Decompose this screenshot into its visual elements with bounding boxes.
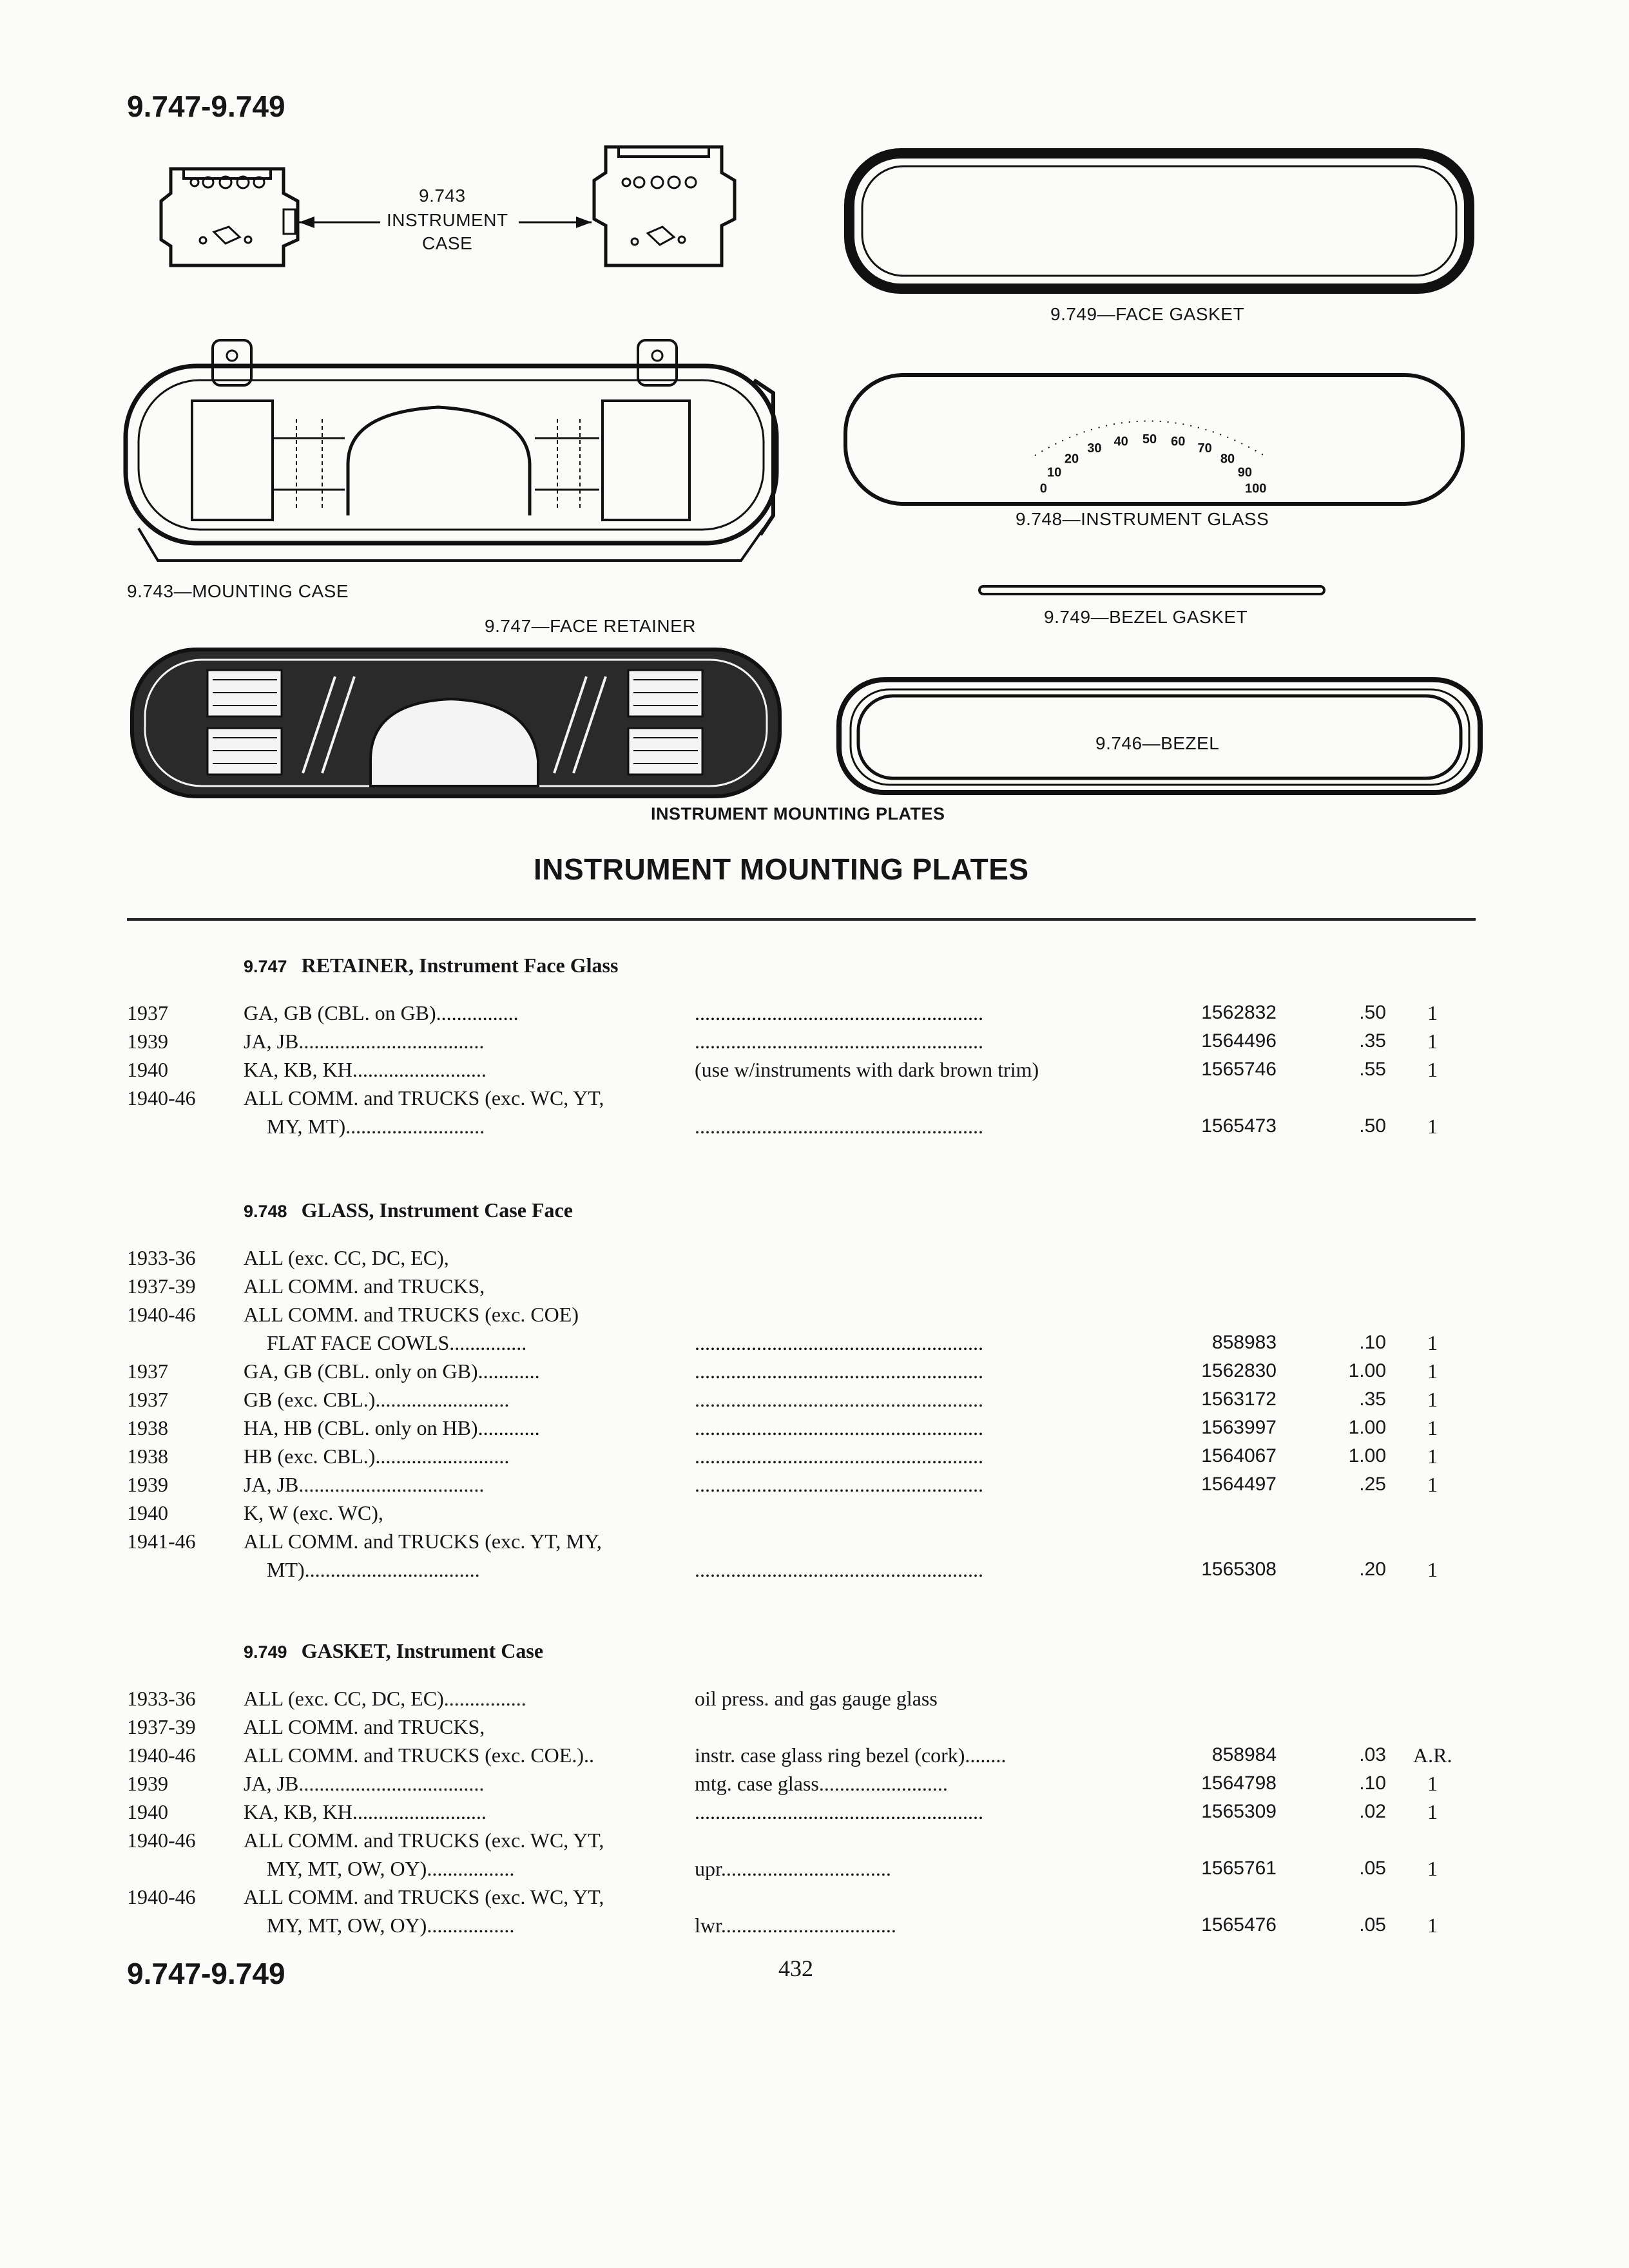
year-cell: 1940 <box>127 1501 168 1524</box>
price-cell: .02 <box>1359 1801 1386 1822</box>
quantity-cell: 1 <box>1427 1030 1438 1053</box>
table-row <box>0 1740 1629 1771</box>
glass-speed-number: 0 <box>1039 481 1047 496</box>
price-cell: .05 <box>1359 1858 1386 1879</box>
label-case-text2: CASE <box>422 233 473 253</box>
part-number-cell: 1563172 <box>1201 1389 1277 1410</box>
quantity-cell: 1 <box>1427 1445 1438 1468</box>
parts-illustration <box>0 0 1629 850</box>
part-number-cell: 1565308 <box>1201 1559 1277 1580</box>
year-cell: 1939 <box>127 1030 168 1053</box>
note-cell: upr................................. <box>695 1857 891 1880</box>
quantity-cell: 1 <box>1427 1857 1438 1880</box>
year-cell: 1941-46 <box>127 1530 196 1553</box>
table-row <box>0 1441 1629 1472</box>
part-number-cell: 858983 <box>1211 1332 1277 1353</box>
quantity-cell: 1 <box>1427 1360 1438 1383</box>
quantity-cell: 1 <box>1427 1388 1438 1411</box>
price-cell: 1.00 <box>1348 1360 1386 1381</box>
model-cell: ALL COMM. and TRUCKS (exc. WC, YT, <box>244 1829 604 1852</box>
glass-speed-number: 10 <box>1046 465 1062 480</box>
model-cell: GA, GB (CBL. on GB)................ <box>244 1001 519 1024</box>
label-face-gasket: 9.749—FACE GASKET <box>1050 304 1245 324</box>
model-cell: ALL COMM. and TRUCKS (exc. COE.).. <box>244 1744 594 1767</box>
note-cell: ........................................................ <box>695 1800 983 1823</box>
part-number-cell: 1565473 <box>1201 1115 1277 1137</box>
year-cell: 1937-39 <box>127 1715 196 1738</box>
price-cell: .35 <box>1359 1030 1386 1052</box>
model-cell: GB (exc. CBL.).......................... <box>244 1388 510 1411</box>
model-cell: HB (exc. CBL.).......................... <box>244 1445 510 1468</box>
label-face-retainer: 9.747—FACE RETAINER <box>485 616 696 636</box>
glass-speed-number: 70 <box>1197 441 1212 456</box>
quantity-cell: A.R. <box>1413 1744 1452 1767</box>
year-cell: 1937 <box>127 1001 168 1024</box>
note-cell: ........................................................ <box>695 1388 983 1411</box>
table-row <box>0 1526 1629 1557</box>
price-cell: .50 <box>1359 1002 1386 1023</box>
note-cell: oil press. and gas gauge glass <box>695 1687 938 1710</box>
table-row <box>0 1768 1629 1799</box>
model-cell: MY, MT)........................... <box>267 1115 485 1138</box>
model-cell: JA, JB.................................... <box>244 1772 485 1795</box>
part-number-cell: 1565761 <box>1201 1858 1277 1879</box>
label-instrument-glass: 9.748—INSTRUMENT GLASS <box>1016 509 1269 529</box>
glass-speed-number: 60 <box>1171 434 1186 449</box>
part-number-cell: 1564496 <box>1201 1030 1277 1052</box>
glass-speed-number: 50 <box>1142 432 1157 447</box>
note-cell: ........................................................ <box>695 1445 983 1468</box>
year-cell: 1940-46 <box>127 1885 196 1908</box>
model-cell: FLAT FACE COWLS............... <box>267 1331 527 1354</box>
table-row <box>0 1299 1629 1330</box>
face-gasket-drawing <box>849 153 1469 289</box>
label-mounting-case: 9.743—MOUNTING CASE <box>127 581 349 601</box>
section-heading: RETAINER, Instrument Face Glass <box>301 954 619 977</box>
note-cell: ........................................................ <box>695 1001 983 1024</box>
model-cell: JA, JB.................................... <box>244 1030 485 1053</box>
quantity-cell: 1 <box>1427 1115 1438 1138</box>
price-cell: .03 <box>1359 1744 1386 1765</box>
model-cell: ALL COMM. and TRUCKS (exc. COE) <box>244 1303 579 1326</box>
part-number-cell: 1564798 <box>1201 1773 1277 1794</box>
model-cell: ALL (exc. CC, DC, EC), <box>244 1246 449 1269</box>
year-cell: 1933-36 <box>127 1246 196 1269</box>
model-cell: ALL COMM. and TRUCKS, <box>244 1274 485 1298</box>
quantity-cell: 1 <box>1427 1772 1438 1795</box>
quantity-cell: 1 <box>1427 1001 1438 1024</box>
part-number-cell: 1565746 <box>1201 1059 1277 1080</box>
glass-speed-number: 80 <box>1220 452 1235 466</box>
price-cell: .25 <box>1359 1474 1386 1495</box>
price-cell: .50 <box>1359 1115 1386 1137</box>
note-cell: (use w/instruments with dark brown trim) <box>695 1058 1039 1081</box>
label-bezel: 9.746—BEZEL <box>1095 733 1220 753</box>
year-cell: 1937 <box>127 1360 168 1383</box>
model-cell: MY, MT, OW, OY)................. <box>267 1914 515 1937</box>
label-mounting-plates: INSTRUMENT MOUNTING PLATES <box>651 804 945 823</box>
section-title <box>244 1639 543 1663</box>
note-cell: ........................................................ <box>695 1331 983 1354</box>
label-case-num: 9.743 <box>419 186 466 206</box>
table-row <box>0 1497 1629 1528</box>
quantity-cell: 1 <box>1427 1058 1438 1081</box>
year-cell: 1938 <box>127 1445 168 1468</box>
model-cell: ALL (exc. CC, DC, EC)................ <box>244 1687 526 1710</box>
table-row <box>0 1796 1629 1827</box>
mounting-case-drawing <box>126 340 776 561</box>
table-row <box>0 1412 1629 1443</box>
instrument-case-right-drawing <box>594 147 735 265</box>
model-cell: KA, KB, KH.......................... <box>244 1800 487 1823</box>
table-row <box>0 1082 1629 1113</box>
model-cell: GA, GB (CBL. only on GB)............ <box>244 1360 540 1383</box>
quantity-cell: 1 <box>1427 1914 1438 1937</box>
year-cell: 1940-46 <box>127 1744 196 1767</box>
price-cell: .05 <box>1359 1914 1386 1936</box>
label-case-text1: INSTRUMENT <box>387 210 508 230</box>
page-title: INSTRUMENT MOUNTING PLATES <box>534 852 1029 886</box>
table-row <box>0 1881 1629 1912</box>
section-heading: GLASS, Instrument Case Face <box>301 1198 573 1222</box>
part-number-cell: 858984 <box>1211 1744 1277 1765</box>
quantity-cell: 1 <box>1427 1800 1438 1823</box>
section-number: 9.749 <box>244 1642 287 1662</box>
note-cell: ........................................................ <box>695 1115 983 1138</box>
part-number-cell: 1564497 <box>1201 1474 1277 1495</box>
model-cell: ALL COMM. and TRUCKS (exc. YT, MY, <box>244 1530 602 1553</box>
year-cell: 1939 <box>127 1772 168 1795</box>
model-cell: JA, JB.................................... <box>244 1473 485 1496</box>
table-row <box>0 1242 1629 1273</box>
year-cell: 1939 <box>127 1473 168 1496</box>
price-cell: .35 <box>1359 1389 1386 1410</box>
year-cell: 1933-36 <box>127 1687 196 1710</box>
table-row <box>0 1327 1629 1358</box>
section-heading: GASKET, Instrument Case <box>301 1639 544 1662</box>
bezel-gasket-drawing <box>979 586 1324 594</box>
table-row <box>0 997 1629 1028</box>
title-rule <box>127 918 1476 921</box>
note-cell: ........................................................ <box>695 1030 983 1053</box>
page-code-top: 9.747-9.749 <box>127 90 285 123</box>
year-cell: 1940-46 <box>127 1086 196 1110</box>
glass-speed-number: 20 <box>1064 452 1079 466</box>
table-row <box>0 1711 1629 1742</box>
table-row <box>0 1356 1629 1387</box>
glass-speed-number: 30 <box>1087 441 1102 456</box>
note-cell: ........................................................ <box>695 1473 983 1496</box>
model-cell: MT).................................. <box>267 1558 480 1581</box>
year-cell: 1940-46 <box>127 1829 196 1852</box>
model-cell: ALL COMM. and TRUCKS, <box>244 1715 485 1738</box>
quantity-cell: 1 <box>1427 1416 1438 1439</box>
table-row <box>0 1910 1629 1941</box>
table-row <box>0 1271 1629 1302</box>
table-row <box>0 1554 1629 1585</box>
table-row <box>0 1683 1629 1714</box>
section-number: 9.747 <box>244 957 287 976</box>
price-cell: .20 <box>1359 1559 1386 1580</box>
price-cell: .55 <box>1359 1059 1386 1080</box>
table-row <box>0 1054 1629 1085</box>
note-cell: lwr.................................. <box>695 1914 896 1937</box>
year-cell: 1938 <box>127 1416 168 1439</box>
part-number-cell: 1562832 <box>1201 1002 1277 1023</box>
part-number-cell: 1564067 <box>1201 1445 1277 1466</box>
table-row <box>0 1853 1629 1884</box>
table-row <box>0 1111 1629 1142</box>
note-cell: ........................................................ <box>695 1360 983 1383</box>
instrument-case-left-drawing <box>161 169 298 265</box>
year-cell: 1940 <box>127 1058 168 1081</box>
table-row <box>0 1469 1629 1500</box>
part-number-cell: 1565309 <box>1201 1801 1277 1822</box>
note-cell: instr. case glass ring bezel (cork)........ <box>695 1744 1007 1767</box>
price-cell: .10 <box>1359 1332 1386 1353</box>
year-cell: 1940 <box>127 1800 168 1823</box>
note-cell: ........................................................ <box>695 1416 983 1439</box>
model-cell: K, W (exc. WC), <box>244 1501 383 1524</box>
glass-speed-number: 90 <box>1237 465 1253 480</box>
part-number-cell: 1565476 <box>1201 1914 1277 1936</box>
part-number-cell: 1563997 <box>1201 1417 1277 1438</box>
quantity-cell: 1 <box>1427 1558 1438 1581</box>
page-number: 432 <box>778 1956 813 1981</box>
section-title <box>244 954 618 977</box>
price-cell: 1.00 <box>1348 1417 1386 1438</box>
quantity-cell: 1 <box>1427 1331 1438 1354</box>
note-cell: ........................................................ <box>695 1558 983 1581</box>
section-number: 9.748 <box>244 1202 287 1221</box>
table-row <box>0 1825 1629 1856</box>
part-number-cell: 1562830 <box>1201 1360 1277 1381</box>
table-row <box>0 1026 1629 1057</box>
table-row <box>0 1384 1629 1415</box>
year-cell: 1937 <box>127 1388 168 1411</box>
glass-speed-number: 40 <box>1113 434 1128 449</box>
price-cell: 1.00 <box>1348 1445 1386 1466</box>
face-retainer-drawing <box>132 649 780 796</box>
year-cell: 1940-46 <box>127 1303 196 1326</box>
glass-speed-number: 100 <box>1245 481 1267 496</box>
model-cell: ALL COMM. and TRUCKS (exc. WC, YT, <box>244 1885 604 1908</box>
section-title <box>244 1198 573 1222</box>
model-cell: KA, KB, KH.......................... <box>244 1058 487 1081</box>
model-cell: MY, MT, OW, OY)................. <box>267 1857 515 1880</box>
model-cell: HA, HB (CBL. only on HB)............ <box>244 1416 540 1439</box>
model-cell: ALL COMM. and TRUCKS (exc. WC, YT, <box>244 1086 604 1110</box>
note-cell: mtg. case glass......................... <box>695 1772 948 1795</box>
year-cell: 1937-39 <box>127 1274 196 1298</box>
label-bezel-gasket: 9.749—BEZEL GASKET <box>1044 607 1248 627</box>
quantity-cell: 1 <box>1427 1473 1438 1496</box>
price-cell: .10 <box>1359 1773 1386 1794</box>
page-code-bottom: 9.747-9.749 <box>127 1957 285 1990</box>
